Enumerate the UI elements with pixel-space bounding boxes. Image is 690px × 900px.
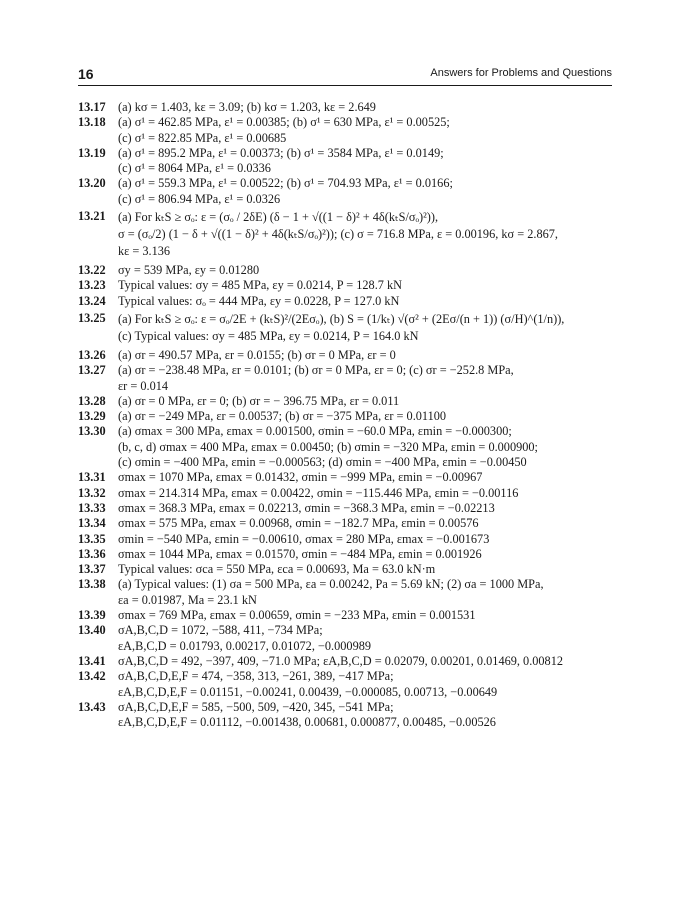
problem-number: 13.31 (78, 470, 106, 485)
answer-entry (78, 146, 620, 177)
answer-line: (c) σ¹ = 806.94 MPa, ε¹ = 0.0326 (118, 191, 281, 206)
answer-text (118, 311, 620, 345)
answer-text (118, 669, 620, 700)
answer-line: Typical values: σy = 485 MPa, εy = 0.0214, P = 128.7 kN (118, 278, 403, 293)
answer-line: (a) For kₜS ≥ σₒ: ε = σₒ/2E + (kₜS)²/(2Eσₒ), (b) S = (1/kₜ) √(σ² + (2Eσ/(n + 1)) (σ/H)^(1/n)), (118, 311, 565, 326)
answer-line: (c) σmin = −400 MPa, εmin = −0.000563; (d) σmin = −400 MPa, εmin = −0.00450 (118, 455, 527, 470)
answer-entry (78, 532, 620, 547)
answer-entry (78, 623, 620, 654)
answer-text (118, 700, 620, 731)
answer-line: (a) For kₜS ≥ σₒ: ε = (σₒ / 2δE) (δ − 1 + √((1 − δ)² + 4δ(kₜS/σₒ)²)), (118, 210, 439, 225)
answer-text (118, 501, 620, 516)
answer-line: εA,B,C,D,E,F = 0.01112, −0.001438, 0.00681, 0.000877, 0.00485, −0.00526 (118, 715, 496, 730)
answer-entry (78, 176, 620, 207)
problem-number: 13.27 (78, 363, 106, 378)
answer-line: Typical values: σca = 550 MPa, εca = 0.00693, Ma = 63.0 kN·m (118, 562, 436, 577)
answer-text (118, 363, 620, 394)
problem-number: 13.42 (78, 669, 106, 684)
problem-number: 13.32 (78, 485, 106, 500)
answer-entry (78, 547, 620, 562)
problem-number: 13.35 (78, 531, 106, 546)
problem-number: 13.39 (78, 608, 106, 623)
answer-text (118, 115, 620, 146)
problem-number: 13.37 (78, 562, 106, 577)
answer-line: (c) σ¹ = 8064 MPa, ε¹ = 0.0336 (118, 161, 271, 176)
problem-number: 13.28 (78, 393, 106, 408)
answer-text (118, 547, 620, 562)
answer-line: (a) σmax = 300 MPa, εmax = 0.001500, σmin = −60.0 MPa, εmin = −0.000300; (118, 424, 512, 439)
answer-line: Typical values: σₒ = 444 MPa, εy = 0.0228, P = 127.0 kN (118, 293, 400, 308)
answer-line: εA,B,C,D = 0.01793, 0.00217, 0.01072, −0.000989 (118, 638, 372, 653)
answer-line: σmax = 368.3 MPa, εmax = 0.02213, σmin = −368.3 MPa, εmin = −0.02213 (118, 500, 495, 515)
answer-text (118, 654, 620, 669)
answer-line: (a) σr = 0 MPa, εr = 0; (b) σr = − 396.75 MPa, εr = 0.011 (118, 393, 400, 408)
answer-text (118, 470, 620, 485)
answer-line: (a) σ¹ = 895.2 MPa, ε¹ = 0.00373; (b) σ¹ = 3584 MPa, ε¹ = 0.0149; (118, 145, 444, 160)
problem-number: 13.30 (78, 424, 106, 439)
answer-text (118, 516, 620, 531)
answer-entry (78, 654, 620, 669)
answer-text (118, 409, 620, 424)
answer-entry (78, 577, 620, 608)
answer-entry (78, 669, 620, 700)
answer-line: (a) Typical values: (1) σa = 500 MPa, εa = 0.00242, Pa = 5.69 kN; (2) σa = 1000 MPa, (118, 577, 544, 592)
answer-entry (78, 501, 620, 516)
problem-number: 13.33 (78, 500, 106, 515)
problem-number: 13.26 (78, 347, 106, 362)
answer-entry (78, 516, 620, 531)
answer-entry (78, 608, 620, 623)
answer-text (118, 263, 620, 278)
answer-line: σ = (σₒ/2) (1 − δ + √((1 − δ)² + 4δ(kₜS/σₒ)²)); (c) σ = 716.8 MPa, ε = 0.00196, kσ = 2.867, (118, 227, 558, 242)
answer-entry (78, 278, 620, 293)
page-number: 16 (78, 66, 94, 82)
answer-text (118, 577, 620, 608)
answer-line: σmax = 575 MPa, εmax = 0.00968, σmin = −182.7 MPa, εmin = 0.00576 (118, 516, 479, 531)
problem-number: 13.23 (78, 278, 106, 293)
answer-entry (78, 115, 620, 146)
answer-line: (a) σr = −238.48 MPa, εr = 0.0101; (b) σr = 0 MPa, εr = 0; (c) σr = −252.8 MPa, (118, 363, 514, 378)
problem-number: 13.19 (78, 145, 106, 160)
answer-line: (a) kσ = 1.403, kε = 3.09; (b) kσ = 1.203, kε = 2.649 (118, 100, 376, 114)
answer-text (118, 100, 620, 115)
answer-text (118, 176, 620, 207)
answer-text (118, 532, 620, 547)
answer-line: σA,B,C,D,E,F = 474, −358, 313, −261, 389, −417 MPa; (118, 669, 394, 684)
answer-line: kε = 3.136 (118, 244, 171, 259)
answer-entry (78, 486, 620, 501)
answer-entry (78, 424, 620, 470)
running-title: Answers for Problems and Questions (430, 67, 612, 79)
page-header (78, 66, 612, 86)
problem-number: 13.40 (78, 623, 106, 638)
answer-line: (a) σ¹ = 559.3 MPa, ε¹ = 0.00522; (b) σ¹ = 704.93 MPa, ε¹ = 0.0166; (118, 176, 453, 191)
answer-entry (78, 309, 620, 348)
answer-text (118, 278, 620, 293)
answer-entry (78, 394, 620, 409)
answer-text (118, 209, 620, 260)
answer-text (118, 394, 620, 409)
answer-line: (b, c, d) σmax = 400 MPa, εmax = 0.00450; (b) σmin = −320 MPa, εmin = 0.000900; (118, 439, 538, 454)
answer-line: (a) σ¹ = 462.85 MPa, ε¹ = 0.00385; (b) σ¹ = 630 MPa, ε¹ = 0.00525; (118, 115, 450, 130)
problem-number: 13.24 (78, 293, 106, 308)
answer-line: σmax = 1044 MPa, εmax = 0.01570, σmin = −484 MPa, εmin = 0.001926 (118, 546, 482, 561)
answer-text (118, 608, 620, 623)
problem-number: 13.41 (78, 653, 106, 668)
problem-number: 13.36 (78, 546, 106, 561)
answer-line: σmax = 214.314 MPa, εmax = 0.00422, σmin = −115.446 MPa, εmin = −0.00116 (118, 485, 519, 500)
answer-entry (78, 207, 620, 263)
answer-line: σA,B,C,D = 1072, −588, 411, −734 MPa; (118, 623, 323, 638)
problem-number: 13.17 (78, 100, 106, 114)
answer-entry (78, 562, 620, 577)
problem-number: 13.29 (78, 409, 106, 424)
answer-text (118, 623, 620, 654)
problem-number: 13.20 (78, 176, 106, 191)
answer-line: εa = 0.01987, Ma = 23.1 kN (118, 592, 257, 607)
problem-number: 13.22 (78, 263, 106, 278)
problem-number: 13.21 (78, 209, 106, 224)
problem-number: 13.18 (78, 115, 106, 130)
answer-line: (a) σr = −249 MPa, εr = 0.00537; (b) σr = −375 MPa, εr = 0.01100 (118, 409, 447, 424)
answer-line: σmax = 1070 MPa, εmax = 0.01432, σmin = −999 MPa, εmin = −0.00967 (118, 470, 483, 485)
answer-entry (78, 700, 620, 731)
answer-line: εr = 0.014 (118, 378, 169, 393)
problem-number: 13.34 (78, 516, 106, 531)
answer-line: εA,B,C,D,E,F = 0.01151, −0.00241, 0.00439, −0.000085, 0.00713, −0.00649 (118, 684, 498, 699)
answer-text (118, 146, 620, 177)
answer-line: σmin = −540 MPa, εmin = −0.00610, σmax = 280 MPa, εmax = −0.001673 (118, 531, 490, 546)
answer-line: σy = 539 MPa, εy = 0.01280 (118, 263, 260, 278)
answer-line: σmax = 769 MPa, εmax = 0.00659, σmin = −233 MPa, εmin = 0.001531 (118, 608, 476, 623)
answer-entry (78, 409, 620, 424)
answer-entry (78, 363, 620, 394)
answers-list (78, 100, 620, 730)
answer-line: (c) Typical values: σy = 485 MPa, εy = 0.0214, P = 164.0 kN (118, 328, 419, 343)
answer-text (118, 424, 620, 470)
problem-number: 13.38 (78, 577, 106, 592)
answer-text (118, 562, 620, 577)
answer-text (118, 348, 620, 363)
answer-text (118, 486, 620, 501)
answer-entry (78, 294, 620, 309)
problem-number: 13.25 (78, 310, 106, 325)
answer-entry (78, 470, 620, 485)
answer-entry (78, 348, 620, 363)
answer-line: σA,B,C,D,E,F = 585, −500, 509, −420, 345, −541 MPa; (118, 699, 394, 714)
problem-number: 13.43 (78, 699, 106, 714)
answer-line: (a) σr = 490.57 MPa, εr = 0.0155; (b) σr = 0 MPa, εr = 0 (118, 347, 396, 362)
answer-text (118, 294, 620, 309)
answer-entry (78, 100, 620, 115)
header-rule (78, 85, 612, 86)
answer-line: (c) σ¹ = 822.85 MPa, ε¹ = 0.00685 (118, 130, 287, 145)
answer-line: σA,B,C,D = 492, −397, 409, −71.0 MPa; εA,B,C,D = 0.02079, 0.00201, 0.01469, 0.00812 (118, 653, 564, 668)
answer-entry (78, 263, 620, 278)
